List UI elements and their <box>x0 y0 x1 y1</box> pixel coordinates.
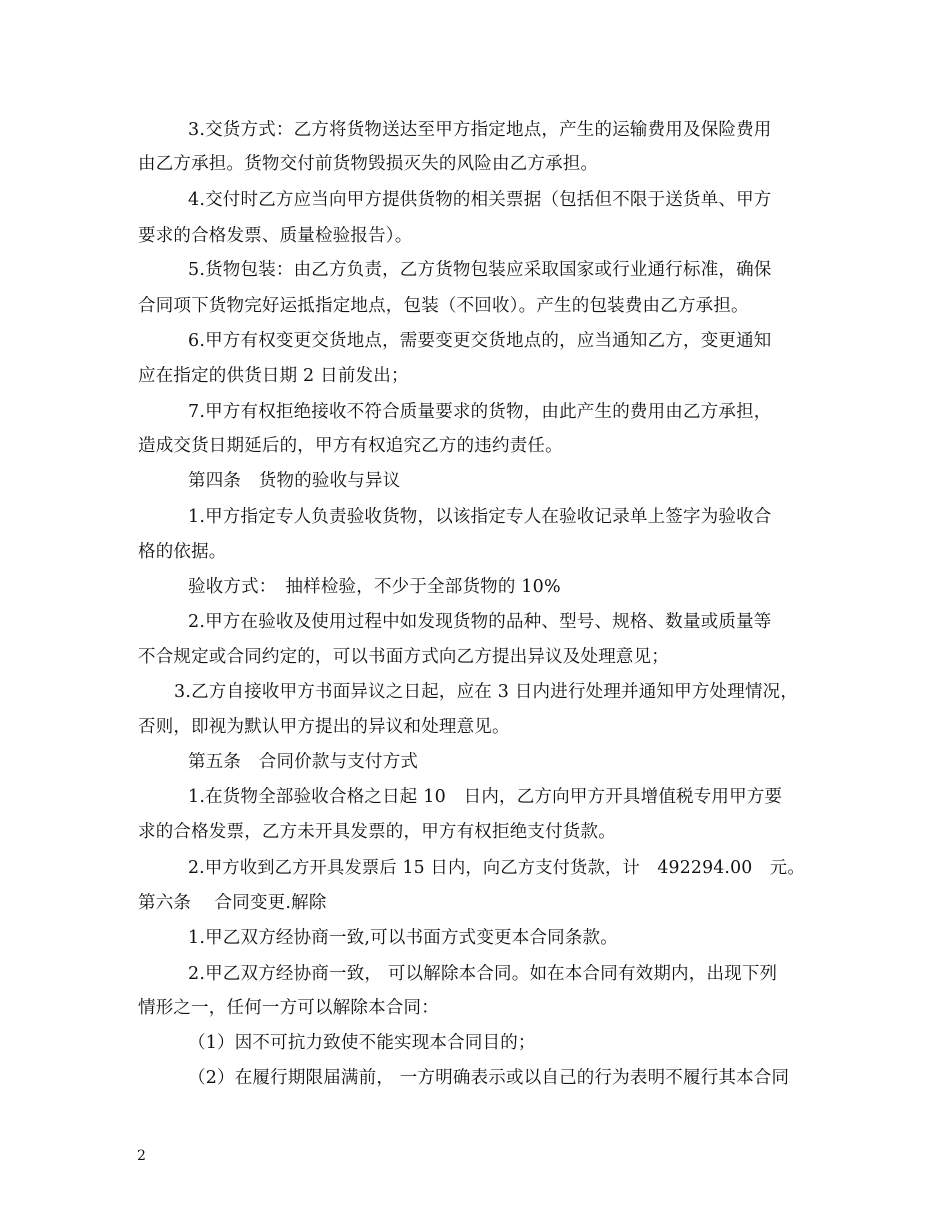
paragraph-line: 3.交货方式：乙方将货物送达至甲方指定地点，产生的运输费用及保险费用 <box>188 120 772 140</box>
paragraph-line: 1.甲乙双方经协商一致,可以书面方式变更本合同条款。 <box>188 928 618 948</box>
paragraph-line: 格的依据。 <box>138 542 227 562</box>
paragraph-line: 求的合格发票，乙方未开具发票的，甲方有权拒绝支付货款。 <box>138 822 616 842</box>
list-item: （1）因不可抗力致使不能实现本合同目的； <box>188 1033 536 1053</box>
paragraph-line: 应在指定的供货日期 2 日前发出； <box>138 366 409 386</box>
list-item: （2）在履行期限届满前， 一方明确表示或以自己的行为表明不履行其本合同 <box>188 1068 790 1088</box>
paragraph-line: 3.乙方自接收甲方书面异议之日起，应在 3 日内进行处理并通知甲方处理情况， <box>174 682 799 702</box>
paragraph-line: 由乙方承担。货物交付前货物毁损灭失的风险由乙方承担。 <box>138 154 599 174</box>
paragraph-line: 情形之一，任何一方可以解除本合同： <box>138 998 439 1018</box>
paragraph-line: 5.货物包装：由乙方负责，乙方货物包装应采取国家或行业通行标准，确保 <box>188 260 772 280</box>
paragraph-line: 合同项下货物完好运抵指定地点，包装（不回收）。产生的包装费由乙方承担。 <box>138 296 749 316</box>
paragraph-line: 7.甲方有权拒绝接收不符合质量要求的货物，由此产生的费用由乙方承担， <box>188 402 772 422</box>
paragraph-line: 6.甲方有权变更交货地点，需要变更交货地点的，应当通知乙方，变更通知 <box>188 331 772 351</box>
paragraph-line: 1.甲方指定专人负责验收货物，以该指定专人在验收记录单上签字为验收合 <box>188 507 772 527</box>
section-heading: 第四条 货物的验收与异议 <box>188 471 401 491</box>
paragraph-line: 造成交货日期延后的，甲方有权追究乙方的违约责任。 <box>138 436 563 456</box>
paragraph-line: 2.甲方收到乙方开具发票后 15 日内，向乙方支付货款，计 492294.00 元。 <box>188 858 805 878</box>
paragraph-line: 否则，即视为默认甲方提出的异议和处理意见。 <box>138 717 510 737</box>
page-number: 2 <box>137 1148 146 1164</box>
paragraph-line: 4.交付时乙方应当向甲方提供货物的相关票据（包括但不限于送货单、甲方 <box>188 190 772 210</box>
paragraph-line: 要求的合格发票、质量检验报告）。 <box>138 226 413 246</box>
section-heading: 第六条 合同变更.解除 <box>138 893 327 913</box>
paragraph-line: 验收方式： 抽样检验，不少于全部货物的 10% <box>188 577 561 597</box>
section-heading: 第五条 合同价款与支付方式 <box>188 752 419 772</box>
paragraph-line: 1.在货物全部验收合格之日起 10 日内，乙方向甲方开具增值税专用甲方要 <box>188 787 783 807</box>
paragraph-line: 不合规定或合同约定的，可以书面方式向乙方提出异议及处理意见； <box>138 647 669 667</box>
paragraph-line: 2.甲方在验收及使用过程中如发现货物的品种、型号、规格、数量或质量等 <box>188 612 772 632</box>
paragraph-line: 2.甲乙双方经协商一致， 可以解除本合同。如在本合同有效期内，出现下列 <box>188 964 778 984</box>
